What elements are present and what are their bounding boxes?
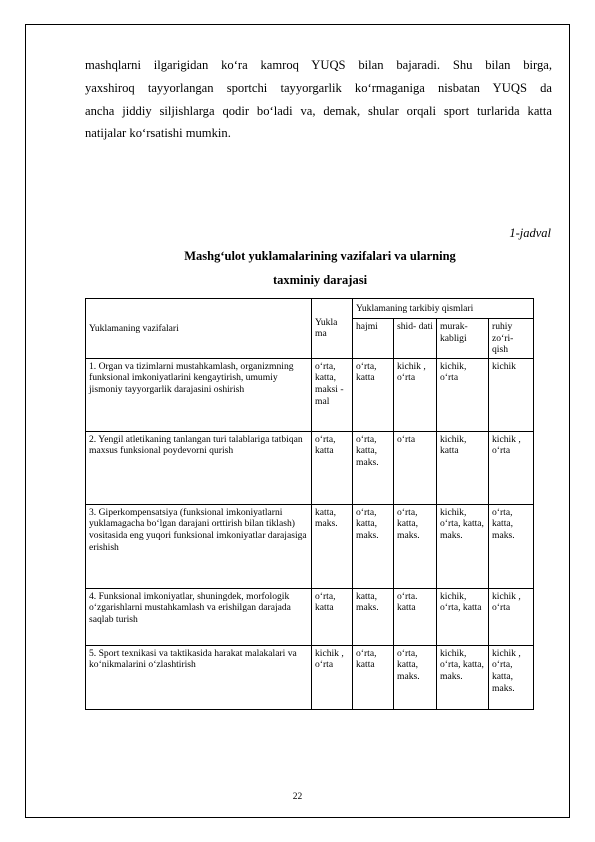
table-cell: katta, maks.	[353, 588, 394, 645]
table-cell: kichik, o‘rta, katta	[437, 588, 489, 645]
table-title-line1: Mashg‘ulot yuklamalarining vazifalari va ularning	[184, 249, 456, 263]
table-row	[86, 431, 534, 504]
header-task: Yuklamaning vazifalari	[86, 299, 312, 359]
table-cell: 4. Funksional imkoniyatlar, shuningdek, morfologik o‘zgarishlarni mustahkamlash va erishilgan darajada saqlab turish	[86, 588, 312, 645]
paragraph-line: natijalar ko‘rsatishi mumkin.	[85, 126, 231, 141]
table-cell: kichik	[489, 358, 534, 431]
body-paragraph	[85, 54, 552, 145]
table-cell: o‘rta, katta	[312, 431, 353, 504]
table-cell: kichik , o‘rta	[489, 588, 534, 645]
table-cell: o‘rta, katta	[312, 588, 353, 645]
table-header-row	[86, 299, 534, 319]
table-cell: o‘rta	[394, 431, 437, 504]
table-row	[86, 588, 534, 645]
table-cell: 2. Yengil atletikaning tanlangan turi talablariga tatbiqan maxsus funksional poydevorni qurish	[86, 431, 312, 504]
table-label: 1-jadval	[509, 226, 551, 240]
subheader-cell: hajmi	[353, 319, 394, 359]
header-components: Yuklamaning tarkibiy qismlari	[353, 299, 534, 319]
paragraph-line: mashqlarni ilgarigidan ko‘ra kamroq YUQS bilan bajaradi. Shu bilan birga,	[85, 58, 552, 72]
table-row	[86, 504, 534, 588]
table-cell: o‘rta, katta, maks.	[353, 504, 394, 588]
table-cell: o‘rta, katta, maks.	[394, 645, 437, 709]
subheader-cell: shid- dati	[394, 319, 437, 359]
table-cell: kichik, o‘rta, katta, maks.	[437, 645, 489, 709]
table-cell: 5. Sport texnikasi va taktikasida harakat malakalari va ko‘nikmalarini o‘zlashtirish	[86, 645, 312, 709]
table-cell: o‘rta, katta, maks.	[394, 504, 437, 588]
table-cell: o‘rta, katta	[353, 645, 394, 709]
table-cell: o‘rta, katta, maks.	[353, 431, 394, 504]
table-cell: kichik, katta	[437, 431, 489, 504]
subheader-cell: murak- kabligi	[437, 319, 489, 359]
paragraph-line: yaxshiroq tayyorlangan sportchi tayyorgarlik ko‘rmaganiga nisbatan YUQS da	[85, 80, 552, 95]
table-cell: o‘rta, katta, maks.	[489, 504, 534, 588]
paragraph-line: ancha jiddiy siljishlarga qodir bo‘ladi va, demak, shular orqali sport turlarida katta	[85, 103, 552, 118]
page-number: 22	[292, 792, 303, 802]
table-row	[86, 358, 534, 431]
table-cell: kichik , o‘rta	[489, 431, 534, 504]
table-row	[86, 645, 534, 709]
table-cell: o‘rta, katta	[353, 358, 394, 431]
table-cell: o‘rta, katta, maksi -mal	[312, 358, 353, 431]
loads-table	[85, 298, 534, 710]
table-cell: kichik , o‘rta	[394, 358, 437, 431]
table-cell: kichik , o‘rta, katta, maks.	[489, 645, 534, 709]
table-cell: 1. Organ va tizimlarni mustahkamlash, organizmning funksional imkoniyatlarini kengaytirish, umumiy jismoniy tayyorgarlik darajasini oshirish	[86, 358, 312, 431]
table-cell: 3. Giperkompensatsiya (funksional imkoniyatlarni yuklamagacha bo‘lgan darajani orttirish bilan tiklash) vositasida eng yuqori funksional imkoniyatlar darajasiga erishish	[86, 504, 312, 588]
table-cell: kichik, o‘rta, katta, maks.	[437, 504, 489, 588]
header-load: Yukla ma	[312, 299, 353, 359]
table-cell: o‘rta. katta	[394, 588, 437, 645]
subheader-cell: ruhiy zo‘ri- qish	[489, 319, 534, 359]
table-cell: kichik , o‘rta	[312, 645, 353, 709]
table-cell: kichik, o‘rta	[437, 358, 489, 431]
table-title-line2: taxminiy darajasi	[272, 273, 368, 287]
table-cell: katta, maks.	[312, 504, 353, 588]
